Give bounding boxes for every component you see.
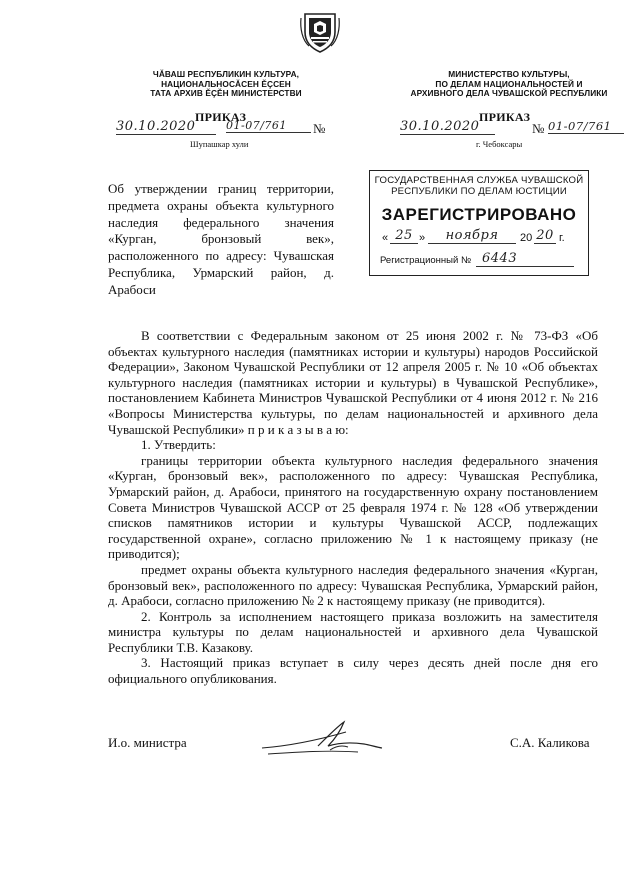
header-left-number: 01-07/761 bbox=[226, 119, 311, 133]
stamp-year-suffix: 20 bbox=[534, 228, 556, 244]
header-right-city: г. Чебоксары bbox=[476, 139, 523, 149]
body-paragraph-4: предмет охраны объекта культурного наследия федерального значения «Курган, бронзовый век», расположенного по адресу: Чувашская Республика, Урмарский район, д. Арабоси, согласно приложению № 2 к настоящему приказу (не приводится). bbox=[108, 561, 598, 609]
header-left bbox=[140, 70, 312, 99]
header-left-line1: ЧĂВАШ РЕСПУБЛИКИН КУЛЬТУРА, bbox=[152, 69, 300, 79]
signature-name: С.А. Каликова bbox=[510, 735, 590, 750]
header-left-line2: НАЦИОНАЛЬНОСĂСЕН ĔÇСЕН bbox=[161, 78, 291, 89]
header-left-date-line bbox=[108, 119, 333, 139]
body-paragraph-5: 2. Контроль за исполнением настоящего приказа возложить на заместителя министра культуры по делам национальностей и архивного дела Чувашской Республики Т.В. Казакову. bbox=[108, 608, 598, 655]
chuvash-emblem-icon bbox=[299, 10, 341, 54]
header-left-city: Шупашкар хули bbox=[190, 139, 249, 149]
stamp-day: 25 bbox=[390, 228, 418, 244]
stamp-reg-line bbox=[370, 251, 588, 271]
stamp-reg-number: 6443 bbox=[476, 251, 574, 267]
header-right-doc-type: ПРИКАЗ bbox=[479, 110, 531, 124]
stamp-year-prefix: 20 bbox=[520, 232, 533, 244]
header-left-doc-type: ПРИКАЗ bbox=[195, 110, 247, 124]
handwritten-signature bbox=[258, 716, 388, 762]
document-body bbox=[108, 328, 598, 687]
document-title: Об утверждении границ территории, предмета охраны объекта культурного наследия федерального значения «Курган, бронзовый век», расположенного по адресу: Чувашская Республика, Урмарский район, д. Арабоси bbox=[108, 181, 334, 297]
header-right-date: 30.10.2020 bbox=[400, 119, 495, 135]
header-right-line1: МИНИСТЕРСТВО КУЛЬТУРЫ, bbox=[448, 69, 570, 79]
stamp-date-line: « 25 » ноября 20 20 г. bbox=[382, 228, 565, 244]
header-left-date: 30.10.2020 bbox=[116, 119, 216, 135]
stamp-reg-label: Регистрационный № bbox=[380, 255, 472, 266]
stamp-line2: РЕСПУБЛИКИ ПО ДЕЛАМ ЮСТИЦИИ bbox=[391, 186, 567, 197]
header-left-number-sign: № bbox=[313, 121, 326, 136]
header-right-date-line bbox=[392, 119, 627, 139]
body-paragraph-3: границы территории объекта культурного наследия федерального значения «Курган, бронзовый век», расположенного по адресу: Чувашская Республика, Урмарский район, д. Арабоси, принятого на государственную охрану постановлением Совета Министров Чувашской АССР от 25 февраля 1974 г. № 128 «Об утверждении списков памятников истории и культуры Чувашской АССР, подлежащих государственной охране», согласно приложению № 1 к настоящему приказу (не приводится); bbox=[108, 452, 598, 562]
header-right-number: 01-07/761 bbox=[548, 119, 624, 134]
signature-position: И.о. министра bbox=[108, 735, 187, 750]
header-right-number-sign: № bbox=[532, 121, 545, 136]
registration-stamp bbox=[369, 170, 589, 276]
body-paragraph-2: 1. Утвердить: bbox=[141, 437, 216, 453]
header-right-line2: ПО ДЕЛАМ НАЦИОНАЛЬНОСТЕЙ И bbox=[435, 78, 583, 89]
header-right-line3: АРХИВНОГО ДЕЛА ЧУВАШСКОЙ РЕСПУБЛИКИ bbox=[410, 88, 608, 98]
stamp-registered: ЗАРЕГИСТРИРОВАНО bbox=[381, 205, 577, 224]
stamp-year-label: г. bbox=[559, 232, 565, 244]
header-right bbox=[395, 70, 623, 99]
body-paragraph-1: В соответствии с Федеральным законом от 25 июня 2002 г. № 73-ФЗ «Об объектах культурного наследия (памятниках истории и культуры) народов Российской Федерации», Законом Чувашской Республики от 12 апреля 2005 г. № 10 «Об объектах культурного наследия (памятниках истории и культуры) в Чувашской Республике», постановлением Кабинета Министров Чувашской Республики от 4 июня 2012 г. № 216 «Вопросы Министерства культуры, по делам национальностей и архивного дела Чувашской Республики» п р и к а з ы в а ю: bbox=[108, 328, 598, 437]
stamp-line1: ГОСУДАРСТВЕННАЯ СЛУЖБА ЧУВАШСКОЙ bbox=[374, 175, 584, 186]
header-left-line3: ТАТА АРХИВ ĔÇĔН МИНИСТЕРСТВИ bbox=[150, 88, 302, 98]
body-paragraph-6: 3. Настоящий приказ вступает в силу через десять дней после дня его официального опубликования. bbox=[108, 655, 598, 687]
stamp-month: ноября bbox=[428, 228, 516, 244]
